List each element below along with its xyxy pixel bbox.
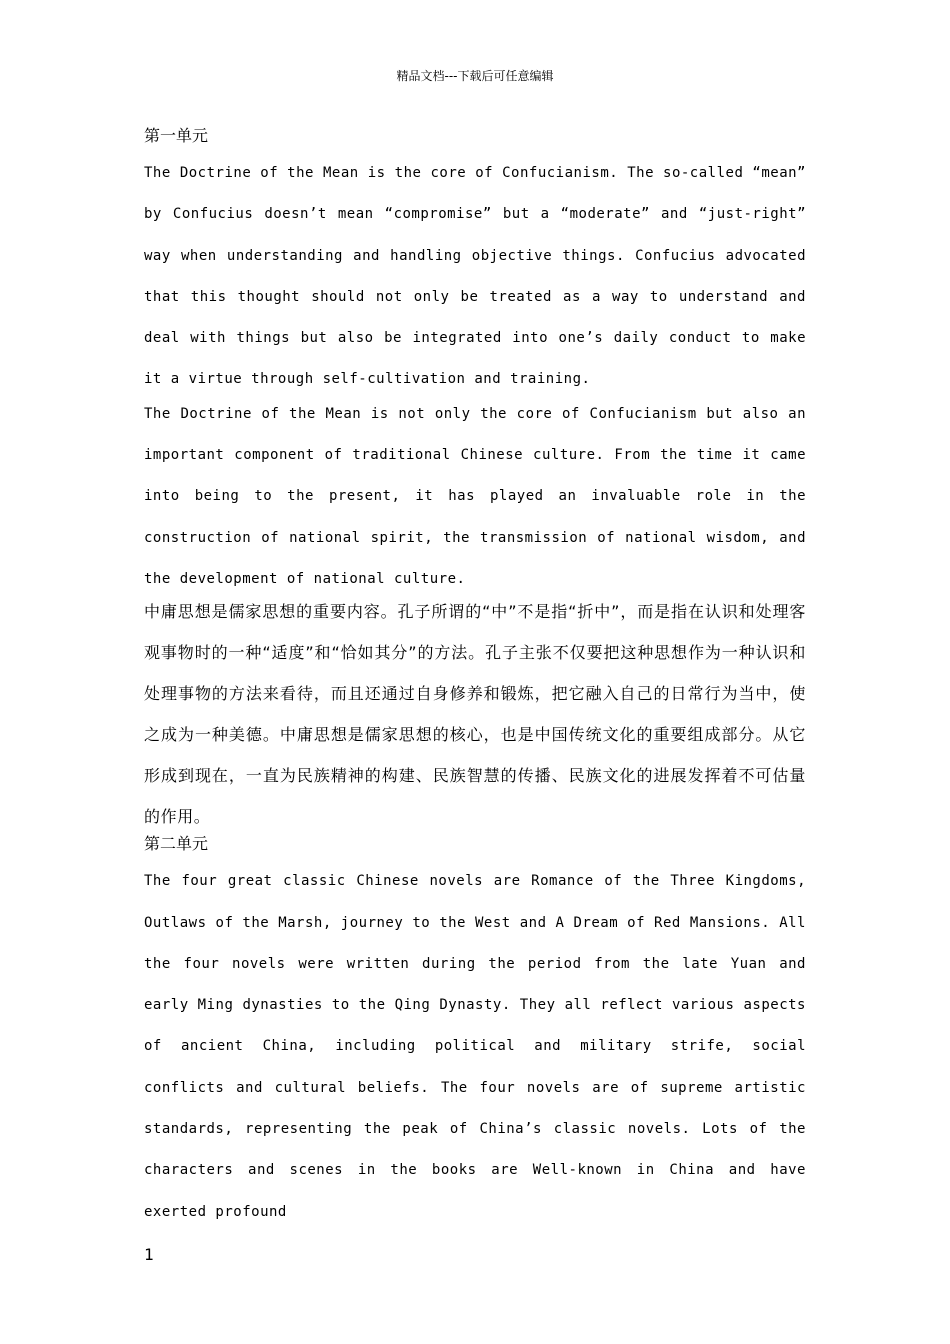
paragraph-doctrine-of-mean-2: The Doctrine of the Mean is not only the core of Confucianism but also an important component of traditional Chinese culture. From the time it came into being to the present, it has played an invaluable role in the construction of national spirit, the transmission of national wisdom, and the development of national culture.: [144, 405, 806, 587]
paragraph-four-classic-novels: The four great classic Chinese novels are Romance of the Three Kingdoms, Outlaws of the Marsh, journey to the West and A Dream of Red Mansions. All the four novels were written during the period from the late Yuan and early Ming dynasties to the Qing Dynasty. They all reflect various aspects of ancient China, including political and military strife, social conflicts and cultural beliefs. The four novels are of supreme artistic standards, representing the peak of China’s classic novels. Lots of the characters and scenes in the books are Well-known in China and have exerted profound: [144, 873, 806, 1220]
page-header: 精品文档---下载后可任意编辑: [396, 69, 554, 83]
paragraph-doctrine-of-mean-chinese: 中庸思想是儒家思想的重要内容。孔子所谓的“中”不是指“折中”，而是指在认识和处理客观事物时的一种“适度”和“恰如其分”的方法。孔子主张不仅要把这种思想作为一种认识和处理事物的方法来看待，而且还通过自身修养和锻炼，把它融入自己的日常行为当中，使之成为一种美德。中庸思想是儒家思想的核心，也是中国传统文化的重要组成部分。从它形成到现在，一直为民族精神的构建、民族智慧的传播、民族文化的进展发挥着不可估量的作用。: [144, 602, 806, 827]
section-heading-unit-1: 第一单元: [144, 126, 209, 145]
section-heading-unit-2: 第二单元: [144, 834, 209, 854]
document-body: [144, 123, 806, 1233]
paragraph-doctrine-of-mean-1: The Doctrine of the Mean is the core of Confucianism. The so-called “mean” by Confucius doesn’t mean “compromise” but a “moderate” and “just-right” way when understanding and handling objective things. Confucius advocated that this thought should not only be treated as a way to understand and deal with things but also be integrated into one’s daily conduct to make it a virtue through self-cultivation and training.: [144, 165, 806, 388]
page-number: 1: [144, 1245, 154, 1264]
